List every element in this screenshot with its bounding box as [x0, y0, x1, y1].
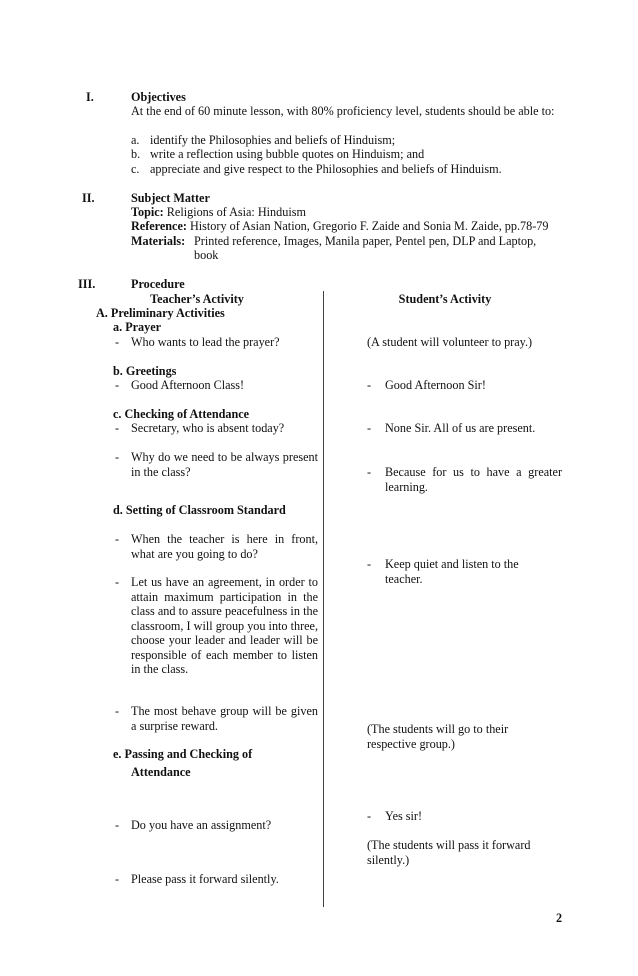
objective-c-text: appreciate and give respect to the Philosophies and beliefs of Hinduism. [150, 162, 502, 176]
objective-b-letter: b. [131, 147, 141, 161]
attendance-response-1: None Sir. All of us are present. [385, 421, 536, 435]
attendance-question-2: Why do we need to be always present in the class? [131, 450, 318, 479]
section-3-number: III. [78, 277, 96, 291]
attendance-heading: c. Checking of Attendance [113, 407, 250, 421]
passing-heading-line-2: Attendance [131, 765, 191, 779]
greeting-teacher: Good Afternoon Class! [131, 378, 245, 392]
section-2-number: II. [82, 191, 95, 205]
passing-heading-line-1: e. Passing and Checking of [113, 747, 253, 761]
page-number: 2 [556, 911, 563, 925]
bullet-dash: - [367, 421, 372, 435]
objective-a-text: identify the Philosophies and beliefs of Hinduism; [150, 133, 396, 147]
prayer-response: (A student will volunteer to pray.) [367, 335, 533, 349]
bullet-dash: - [115, 704, 120, 718]
section-3-heading: Procedure [131, 277, 185, 291]
topic-value: Religions of Asia: Hinduism [166, 205, 306, 219]
section-1-number: I. [86, 90, 94, 104]
classroom-standard-heading: d. Setting of Classroom Standard [113, 503, 286, 517]
materials-line-1: Printed reference, Images, Manila paper, Pentel pen, DLP and Laptop, [194, 234, 537, 248]
standard-response-3: (The students will go to their respective group.) [367, 722, 509, 751]
bullet-dash: - [367, 378, 372, 392]
reference-value: History of Asian Nation, Gregorio F. Zaide and Sonia M. Zaide, pp.78-79 [189, 219, 549, 233]
bullet-dash: - [367, 557, 372, 571]
bullet-dash: - [367, 465, 372, 479]
section-1-heading: Objectives [131, 90, 186, 104]
attendance-response-2: Because for us to have a greater learning. [385, 465, 562, 494]
objective-a-letter: a. [131, 133, 140, 147]
objective-b-text: write a reflection using bubble quotes on Hinduism; and [150, 147, 425, 161]
teacher-activity-header: Teacher’s Activity [150, 292, 244, 306]
topic-line [131, 205, 306, 220]
bullet-dash: - [115, 450, 120, 464]
prayer-question: Who wants to lead the prayer? [131, 335, 280, 349]
reference-line [131, 219, 548, 234]
bullet-dash: - [115, 335, 120, 349]
passing-question-1: Do you have an assignment? [131, 818, 272, 832]
bullet-dash: - [115, 575, 120, 589]
section-2-heading: Subject Matter [131, 191, 210, 205]
bullet-dash: - [115, 421, 120, 435]
objective-c-letter: c. [131, 162, 140, 176]
standard-question-3: The most behave group will be given a surprise reward. [131, 704, 318, 733]
bullet-dash: - [115, 378, 120, 392]
passing-response-1: (The students will pass it forward silently.) [367, 838, 531, 867]
objectives-intro: At the end of 60 minute lesson, with 80% proficiency level, students should be able to: [131, 104, 555, 118]
passing-response-0: Yes sir! [385, 809, 423, 823]
bullet-dash: - [115, 872, 120, 886]
bullet-dash: - [115, 818, 120, 832]
preliminary-activities-heading: A. Preliminary Activities [96, 306, 225, 320]
column-divider [323, 291, 324, 907]
materials-line-2: book [194, 248, 219, 262]
standard-response-1: Keep quiet and listen to the teacher. [385, 557, 519, 586]
standard-question-2: Let us have an agreement, in order to attain maximum participation in the class and to assure peacefulness in the classroom, I will group you into three, choose your leader and leader will be responsible of each member to listen in the class. [131, 575, 318, 676]
attendance-question-1: Secretary, who is absent today? [131, 421, 285, 435]
materials-label: Materials: [131, 234, 186, 248]
passing-question-2: Please pass it forward silently. [131, 872, 279, 886]
student-activity-header: Student’s Activity [398, 292, 492, 306]
standard-question-1: When the teacher is here in front, what are you going to do? [131, 532, 318, 561]
greeting-response: Good Afternoon Sir! [385, 378, 486, 392]
greetings-heading: b. Greetings [113, 364, 177, 378]
bullet-dash: - [367, 809, 372, 823]
bullet-dash: - [115, 532, 120, 546]
reference-label: Reference: [131, 219, 187, 233]
topic-label: Topic: [131, 205, 164, 219]
prayer-heading: a. Prayer [113, 320, 162, 334]
